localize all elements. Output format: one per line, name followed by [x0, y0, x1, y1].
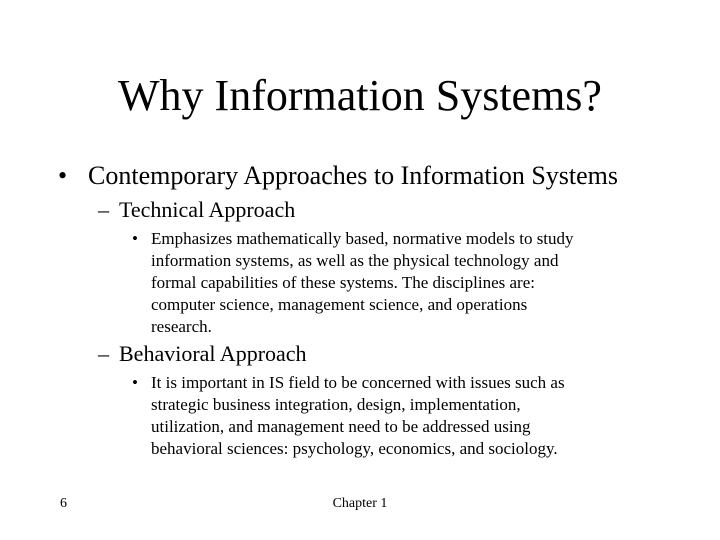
section-heading-text: Technical Approach [119, 197, 296, 222]
slide-number: 6 [60, 496, 67, 511]
dash-icon: – [98, 197, 109, 222]
detail-line: research. [151, 317, 212, 336]
detail-text [151, 228, 672, 338]
detail-line: utilization, and management need to be addressed using [151, 417, 531, 436]
section-behavioral-detail [132, 372, 672, 460]
detail-line: It is important in IS field to be concerned with issues such as [151, 373, 565, 392]
bullet-icon: • [132, 229, 138, 248]
detail-line: Emphasizes mathematically based, normative models to study [151, 229, 574, 248]
dash-icon: – [98, 341, 109, 366]
section-technical-detail [132, 228, 672, 338]
detail-line: formal capabilities of these systems. The disciplines are: [151, 273, 535, 292]
detail-line: computer science, management science, and operations [151, 295, 528, 314]
slide-title: Why Information Systems? [118, 71, 602, 120]
bullet-icon: • [58, 161, 68, 190]
detail-text [151, 372, 672, 460]
chapter-label: Chapter 1 [332, 496, 388, 511]
detail-line: strategic business integration, design, implementation, [151, 395, 521, 414]
detail-line: information systems, as well as the physical technology and [151, 251, 559, 270]
bullet-icon: • [132, 373, 138, 392]
section-heading-text: Behavioral Approach [119, 341, 307, 366]
main-bullet-text: Contemporary Approaches to Information Systems [88, 161, 619, 190]
detail-line: behavioral sciences: psychology, economics, and sociology. [151, 439, 558, 458]
